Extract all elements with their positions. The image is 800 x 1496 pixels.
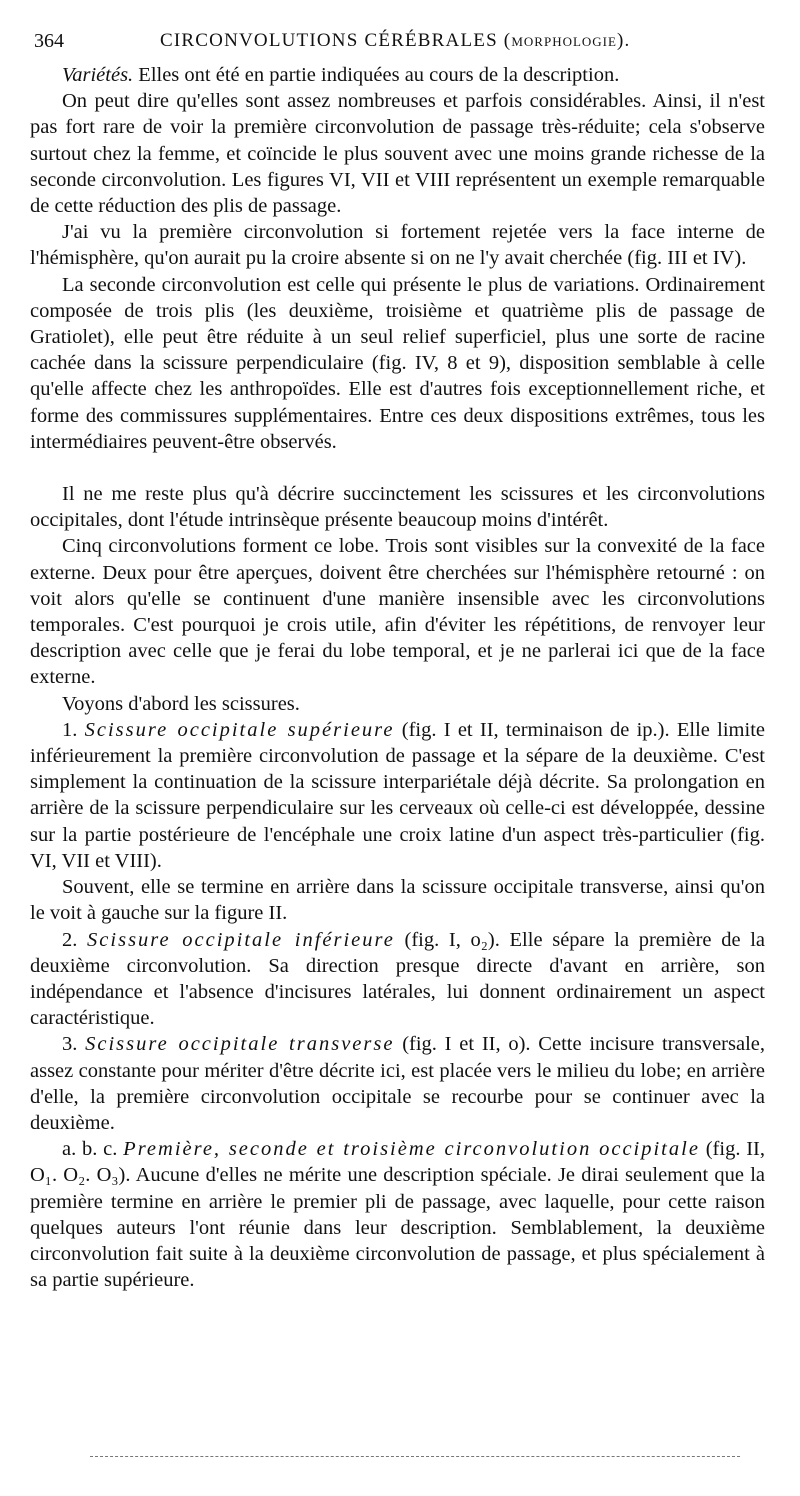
running-head-end: ).	[616, 30, 631, 51]
varietes-lead: Variétés.	[62, 64, 134, 86]
paragraph-circonvolutions	[30, 1136, 765, 1293]
paragraph: Voyons d'abord les scissures.	[62, 692, 300, 715]
paragraph: J'ai vu la première circonvolution si fortement rejetée vers la face interne de l'hémisphère, qu'on aurait pu la croire absente si on ne l'y avait cherchée (fig. III et IV).	[30, 221, 765, 270]
item-number: a. b. c.	[62, 1138, 124, 1161]
paragraph: Il ne me reste plus qu'à décrire succinctement les scissures et les circonvolutions occipitales, dont l'étude intrinsèque présente beaucoup moins d'intérêt.	[30, 483, 765, 532]
book-page	[30, 28, 765, 1293]
item-title: Première, seconde et troisième circonvolution occipitale	[123, 1138, 700, 1161]
bottom-rule	[90, 1456, 740, 1457]
item-text: (fig. I, o₂). Elle sépare la première de la deuxième circonvolution. Sa direction presque directe d'avant en arrière, son indépendance et l'absence d'incisures latérales, lui donnent ordinairement un aspect caractéristique.	[30, 928, 766, 1030]
page-header	[30, 28, 765, 58]
item-number: 1.	[62, 718, 85, 741]
page-number: 364	[34, 30, 64, 52]
paragraph-scissure-superieure	[30, 717, 765, 874]
item-text: (fig. I et II, o). Cette incisure transversale, assez constante pour mériter d'être décrite ici, est placée vers le milieu du lobe; en arrière d'elle, la première circonvolution occipitale se recourbe pour se continuer avec la deuxième.	[30, 1033, 765, 1134]
item-number: 2.	[62, 928, 88, 951]
paragraph: La seconde circonvolution est celle qui présente le plus de variations. Ordinairement composée de trois plis (les deuxième, troisième et quatrième plis de passage de Gratiolet), elle peut être réduite à un seul relief superficiel, plus une sorte de racine cachée dans la scissure perpendiculaire (fig. IV, 8 et 9), disposition semblable à celle qu'elle affecte chez les anthropoïdes. Elle est d'autres fois exceptionnellement riche, et forme des commissures supplémentaires. Entre ces deux dispositions extrêmes, tous les intermédiaires peuvent-être observés.	[30, 273, 765, 453]
item-title: Scissure occipitale supérieure	[84, 718, 395, 741]
running-head-smallcaps: MORPHOLOGIE	[511, 34, 617, 49]
running-head	[160, 30, 630, 52]
item-text: (fig. II, O₁. O₂. O₃). Aucune d'elles ne mérite une description spéciale. Je dirai seulement que la première termine en arrière le premier pli de passage, avec laquelle, pour cette raison quelques auteurs l'ont réunie dans leur description. Semblablement, la deuxième circonvolution fait suite à la deuxième circonvolution de passage, et plus spécialement à sa partie supérieure.	[30, 1138, 765, 1292]
section-gap	[30, 455, 765, 481]
p1-text: Elles ont été en partie indiquées au cours de la description.	[133, 64, 620, 86]
item-number: 3.	[62, 1033, 86, 1056]
paragraph-scissure-transverse	[30, 1031, 765, 1136]
paragraph-varietes	[30, 62, 765, 88]
item-title: Scissure occipitale transverse	[85, 1033, 395, 1056]
paragraph: Cinq circonvolutions forment ce lobe. Trois sont visibles sur la convexité de la face externe. Deux pour être aperçues, doivent être cherchées sur l'hémisphère retourné : on voit alors qu'elle se continuent d'une manière insensible avec les circonvolutions temporales. C'est pourquoi je crois utile, afin d'éviter les répétitions, de renvoyer leur description avec celle que je ferai du lobe temporal, et je ne parlerai ici que de la face externe.	[30, 535, 765, 689]
item-title: Scissure occipitale inférieure	[87, 928, 395, 951]
paragraph: Souvent, elle se termine en arrière dans la scissure occipitale transverse, ainsi qu'on le voit à gauche sur la figure II.	[30, 876, 765, 925]
running-head-text: CIRCONVOLUTIONS CÉRÉBRALES (	[160, 30, 512, 51]
paragraph-scissure-inferieure	[30, 927, 765, 1032]
item-text: (fig. I et II, terminaison de ip.). Elle limite inférieurement la première circonvolution de passage et la sépare de la deuxième. C'est simplement la continuation de la scissure interpariétale déjà décrite. Sa prolongation en arrière de la scissure perpendiculaire sur les cerveaux où celle-ci est développée, dessine sur la partie postérieure de l'encéphale une croix latine d'un aspect très-particulier (fig. VI, VII et VIII).	[30, 718, 765, 872]
paragraph: On peut dire qu'elles sont assez nombreuses et parfois considérables. Ainsi, il n'est pas fort rare de voir la première circonvolution de passage très-réduite; cela s'observe surtout chez la femme, et coïncide le plus souvent avec une moins grande richesse de la seconde circonvolution. Les figures VI, VII et VIII représentent un exemple remarquable de cette réduction des plis de passage.	[30, 90, 765, 218]
